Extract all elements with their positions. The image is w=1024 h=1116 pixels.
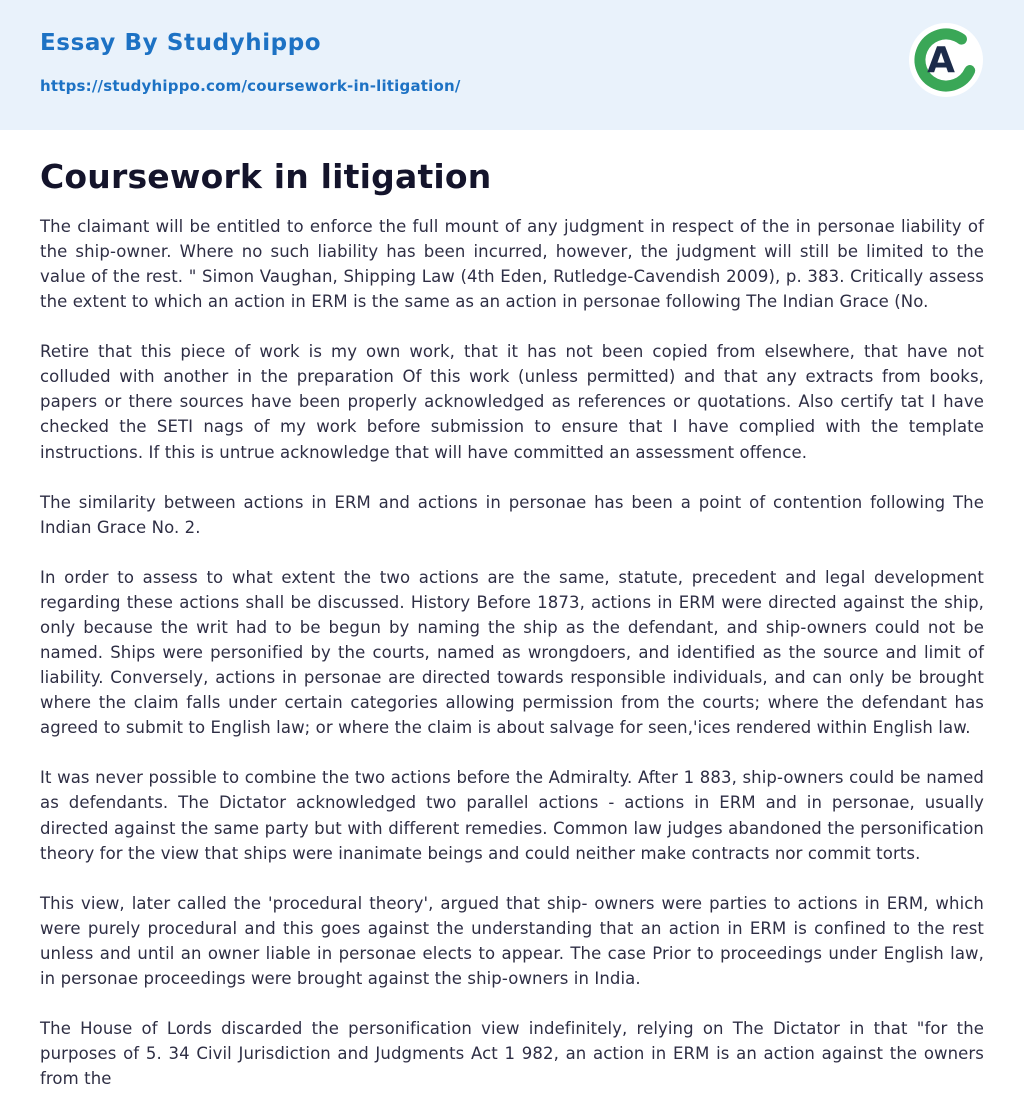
paragraph: The claimant will be entitled to enforce the full mount of any judgment in respect of the in personae liability of the ship-owner. Where no such liability has been incurred, however, the judgment will still be limited to the value of the rest. " Simon Vaughan, Shipping Law (4th Eden, Rutledge-Cavendish 2009), p. 383. Critically assess the extent to which an action in ERM is the same as an action in personae following The Indian Grace (No. xyxy=(40,216,984,312)
source-url-link[interactable]: https://studyhippo.com/coursework-in-litigation/ xyxy=(40,77,461,95)
paragraph: This view, later called the 'procedural theory', argued that ship- owners were parties to actions in ERM, which were purely procedural and this goes against the understanding that an action in ERM is confined to the rest unless and until an owner liable in personae elects to appear. The case Prior to proceedings under English law, in personae proceedings were brought against the ship-owners in India. xyxy=(40,893,984,988)
page-header xyxy=(0,0,1024,130)
article-body xyxy=(40,214,984,1091)
site-title: Essay By Studyhippo xyxy=(40,30,322,56)
paragraph: It was never possible to combine the two actions before the Admiralty. After 1 883, ship-owners could be named as defendants. The Dictator acknowledged two parallel actions - actions in ERM and in personae, usually directed against the same party but with different remedies. Common law judges abandoned the personification theory for the view that ships were inanimate beings and could neither make contracts nor commit torts. xyxy=(40,768,984,863)
article-content xyxy=(0,130,1024,1091)
paragraph: Retire that this piece of work is my own work, that it has not been copied from elsewhere, that have not colluded with another in the preparation Of this work (unless permitted) and that any extracts from books, papers or there sources have been properly acknowledged as references or quotations. Also certify tat I have checked the SETI nags of my work before submission to ensure that I have complied with the template instructions. If this is untrue acknowledge that will have committed an assessment offence. xyxy=(40,342,984,462)
studyhippo-logo[interactable] xyxy=(908,22,984,98)
paragraph: The similarity between actions in ERM and actions in personae has been a point of contention following The Indian Grace No. 2. xyxy=(40,492,984,537)
logo-letter: A xyxy=(927,40,955,81)
paragraph: In order to assess to what extent the two actions are the same, statute, precedent and legal development regarding these actions shall be discussed. History Before 1873, actions in ERM were directed against the ship, only because the writ had to be begun by naming the ship as the defendant, and ship-owners could not be named. Ships were personified by the courts, named as wrongdoers, and identified as the source and limit of liability. Conversely, actions in personae are directed towards responsible individuals, and can only be brought where the claim falls under certain categories allowing permission from the courts; where the defendant has agreed to submit to English law; or where the claim is about salvage for seen,'ices rendered within English law. xyxy=(40,567,984,738)
article-title: Coursework in litigation xyxy=(40,157,492,196)
paragraph: The House of Lords discarded the personification view indefinitely, relying on The Dictator in that "for the purposes of 5. 34 Civil Jurisdiction and Judgments Act 1 982, an action in ERM is an action against the owners from the xyxy=(40,1018,984,1089)
